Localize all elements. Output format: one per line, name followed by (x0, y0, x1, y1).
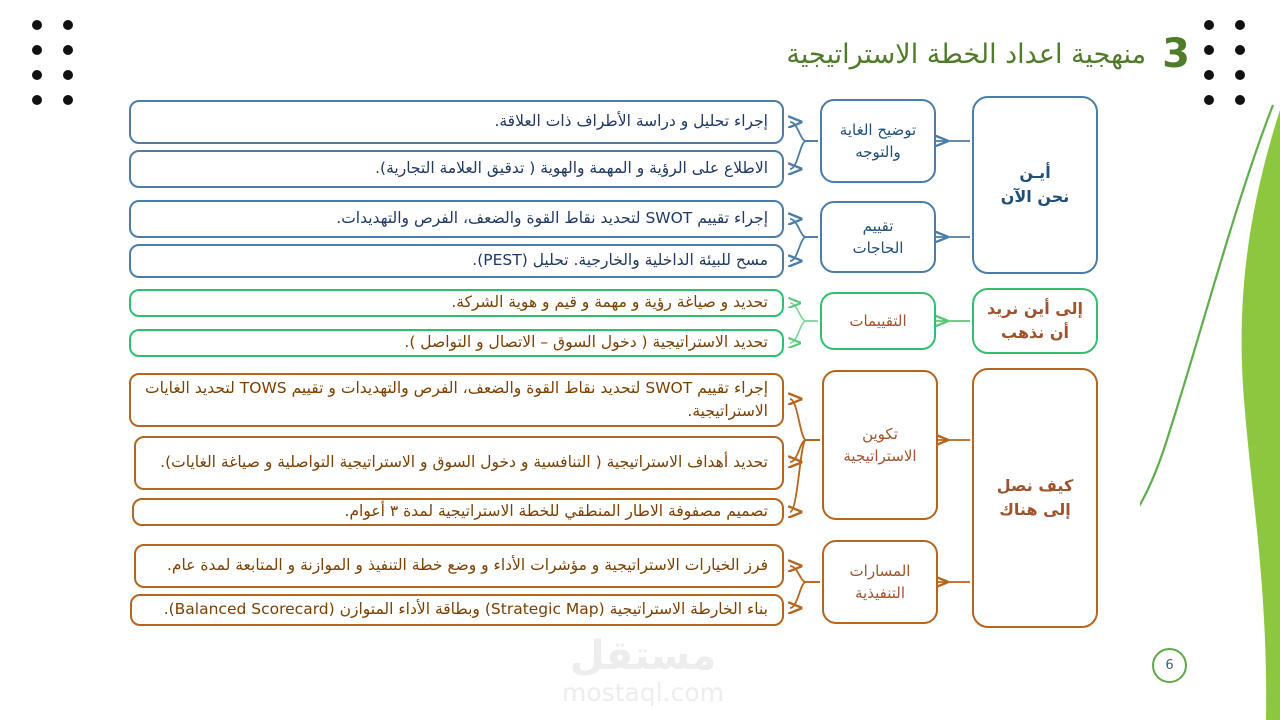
group-label: تكوين الاستراتيجية (843, 424, 917, 465)
detail-text: إجراء تحليل و دراسة الأطراف ذات العلاقة. (494, 112, 768, 131)
detail-text: تصميم مصفوفة الاطار المنطقي للخطة الاستراتيجية لمدة ٣ أعوام. (344, 502, 768, 521)
detail-text: تحديد أهداف الاستراتيجية ( التنافسية و دخول السوق و الاستراتيجية التواصلية و صياغة الغايات). (160, 453, 768, 472)
page-number-badge (1152, 648, 1187, 683)
detail-text: إجراء تقييم SWOT لتحديد نقاط القوة والضعف، الفرص والتهديدات و تقييم TOWS لتحديد الغايات الاستراتيجية. (145, 378, 769, 420)
stage-label: أيـن نحن الآن (1000, 163, 1070, 206)
detail-strategic-map-bsc[interactable] (130, 594, 784, 626)
group-needs-assessment[interactable] (820, 201, 936, 273)
detail-pest-scan[interactable] (129, 244, 784, 278)
detail-vision-mission-audit[interactable] (129, 150, 784, 188)
detail-text: مسح للبيئة الداخلية والخارجية. تحليل (PEST). (472, 251, 768, 270)
detail-text: إجراء تقييم SWOT لتحديد نقاط القوة والضعف، الفرص والتهديدات. (336, 209, 768, 228)
stage-label: كيف نصل إلى هناك (996, 476, 1074, 519)
detail-stakeholder-analysis[interactable] (129, 100, 784, 144)
group-label: التقييمات (849, 311, 907, 330)
title-number: 3 (1162, 31, 1190, 77)
detail-swot-tows-goals[interactable] (129, 373, 784, 427)
stage-label: إلى أين نريد أن نذهب (987, 299, 1083, 342)
group-evaluations[interactable] (820, 292, 936, 350)
watermark-latin: mostaql.com (562, 678, 724, 707)
group-strategy-forming[interactable] (822, 370, 938, 520)
group-label: تقييم الحاجات (852, 216, 904, 257)
watermark-arabic: مستقل (569, 633, 717, 679)
detail-text: فرز الخيارات الاستراتيجية و مؤشرات الأداء و وضع خطة التنفيذ و الموازنة و المتابعة لمدة عام. (166, 556, 768, 575)
group-clarify-purpose[interactable] (820, 99, 936, 183)
detail-strategic-objectives[interactable] (134, 436, 784, 490)
page-number-text: 6 (1165, 658, 1174, 673)
detail-logframe-matrix[interactable] (132, 498, 784, 526)
watermark (528, 633, 758, 708)
detail-swot-assessment[interactable] (129, 200, 784, 238)
stage-how-to-get[interactable] (972, 368, 1098, 628)
detail-text: الاطلاع على الرؤية و المهمة والهوية ( تدقيق العلامة التجارية). (375, 159, 768, 178)
group-execution-tracks[interactable] (822, 540, 938, 624)
detail-define-vision-values[interactable] (129, 289, 784, 317)
detail-text: تحديد الاستراتيجية ( دخول السوق – الاتصال و التواصل ). (404, 333, 768, 352)
group-label: توضيح الغاية والتوجه (839, 120, 917, 161)
detail-text: تحديد و صياغة رؤية و مهمة و قيم و هوية الشركة. (451, 293, 768, 312)
group-label: المسارات التنفيذية (849, 561, 911, 602)
detail-define-strategy[interactable] (129, 329, 784, 357)
detail-options-kpis-budget[interactable] (134, 544, 784, 588)
detail-text: بناء الخارطة الاستراتيجية (Strategic Map) وبطاقة الأداء المتوازن (Balanced Scorecard). (163, 600, 768, 619)
title-text: منهجية اعداد الخطة الاستراتيجية (786, 38, 1147, 70)
stage-where-are-we[interactable] (972, 96, 1098, 274)
stage-where-to-go[interactable] (972, 288, 1098, 354)
